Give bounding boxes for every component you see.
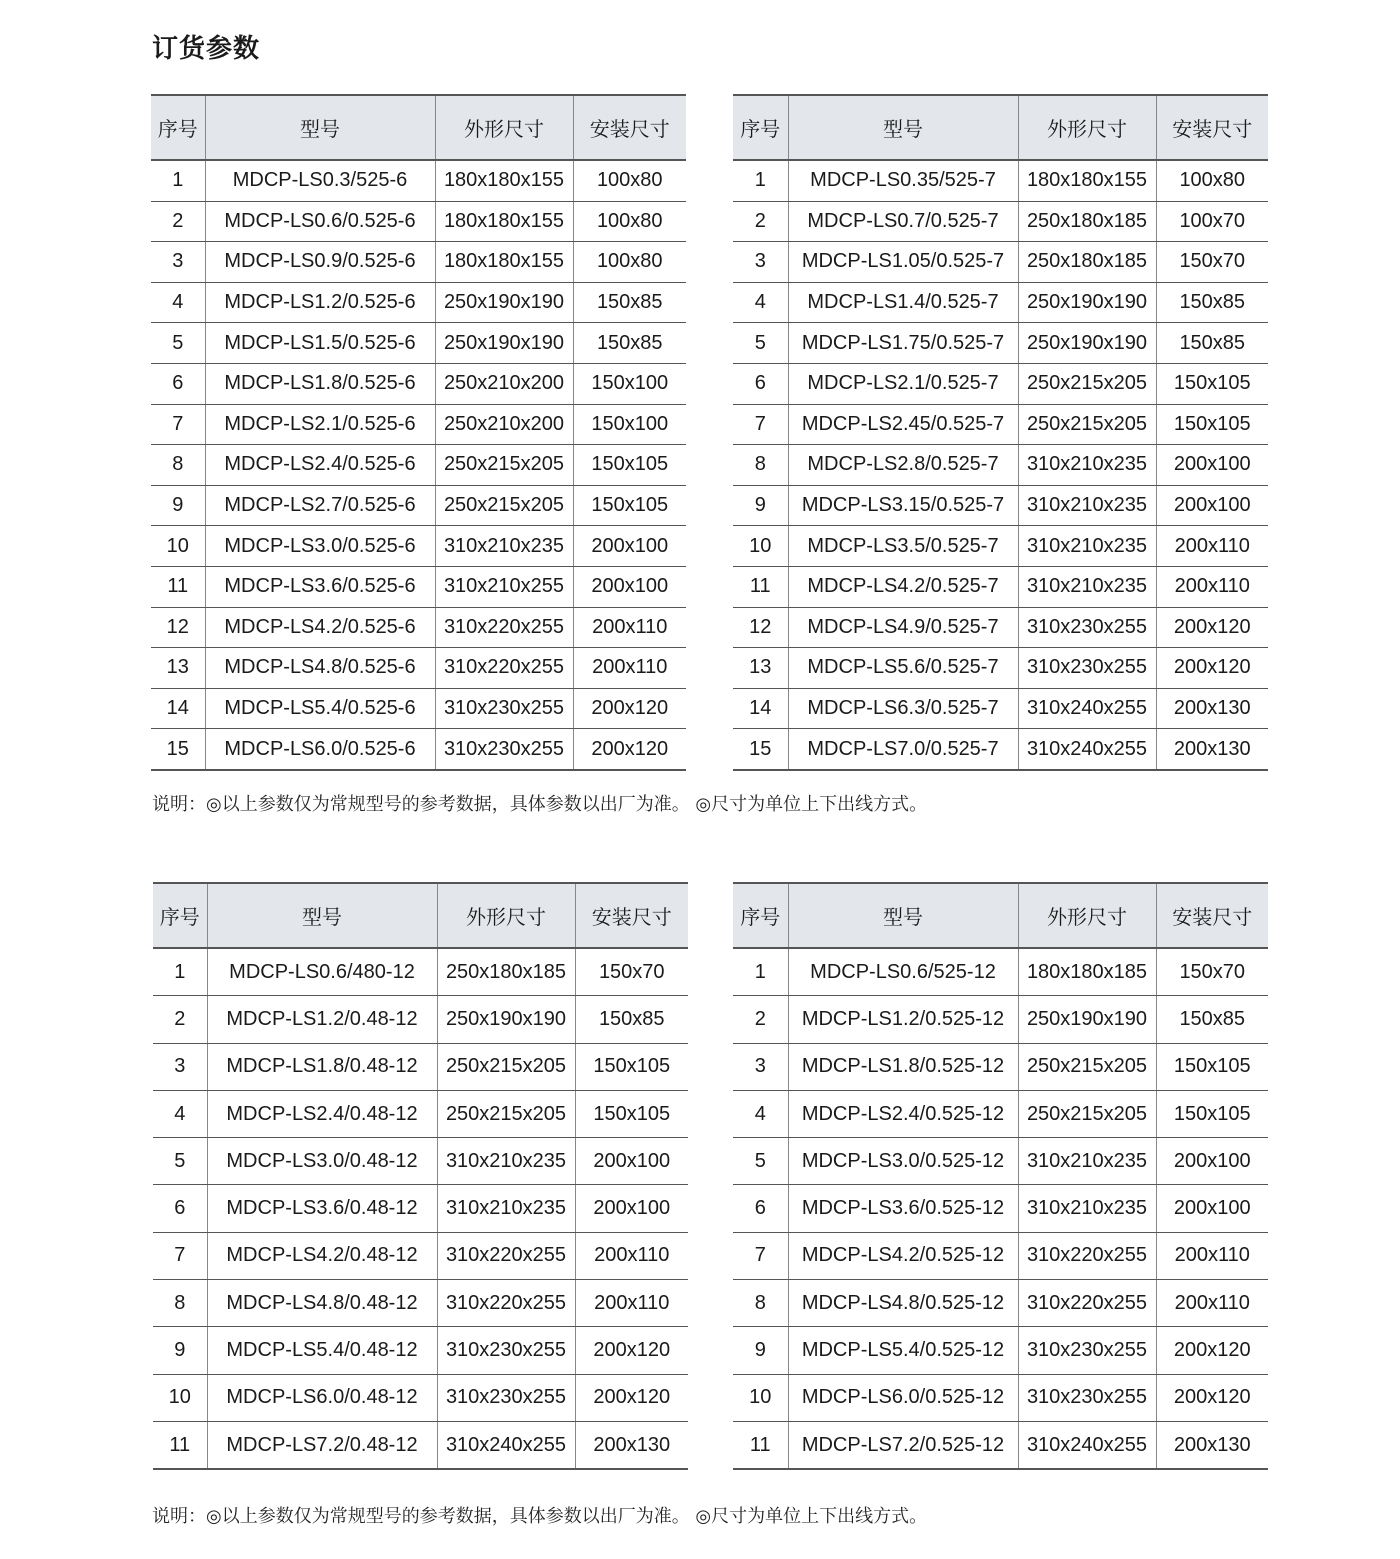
cell-model: MDCP-LS1.8/0.48-12 [207,1043,437,1090]
cell-model: MDCP-LS7.2/0.525-12 [788,1421,1018,1469]
table-row [153,948,688,996]
table-row [151,160,686,201]
cell-outer-size: 250x190x190 [1018,996,1156,1043]
cell-model: MDCP-LS1.2/0.48-12 [207,996,437,1043]
cell-install-size: 200x110 [573,648,686,689]
cell-install-size: 200x120 [573,688,686,729]
table-row [733,1090,1268,1137]
cell-model: MDCP-LS1.2/0.525-12 [788,996,1018,1043]
header-install-size: 安装尺寸 [1156,883,1268,948]
cell-no: 14 [733,688,788,729]
cell-model: MDCP-LS3.0/0.525-6 [205,526,435,567]
cell-no: 11 [733,1421,788,1469]
cell-install-size: 200x100 [575,1138,688,1185]
cell-outer-size: 310x220x255 [1018,1232,1156,1279]
cell-install-size: 100x80 [573,201,686,242]
header-row [151,95,686,160]
cell-model: MDCP-LS3.6/0.48-12 [207,1185,437,1232]
cell-no: 7 [733,404,788,445]
cell-install-size: 200x120 [575,1327,688,1374]
cell-install-size: 200x130 [1156,688,1268,729]
cell-no: 7 [733,1232,788,1279]
table-row [733,1138,1268,1185]
cell-outer-size: 180x180x155 [435,201,573,242]
cell-outer-size: 310x240x255 [1018,1421,1156,1469]
header-no: 序号 [733,883,788,948]
cell-outer-size: 250x210x200 [435,404,573,445]
cell-install-size: 200x120 [1156,648,1268,689]
cell-outer-size: 310x220x255 [437,1280,575,1327]
spec-table-4 [733,882,1268,1470]
table-row [733,1280,1268,1327]
table-row [151,323,686,364]
cell-install-size: 150x85 [1156,282,1268,323]
cell-no: 12 [733,607,788,648]
table-row [153,996,688,1043]
cell-install-size: 200x130 [1156,729,1268,770]
cell-no: 13 [151,648,205,689]
cell-model: MDCP-LS2.1/0.525-6 [205,404,435,445]
cell-no: 4 [733,1090,788,1137]
cell-model: MDCP-LS4.8/0.525-12 [788,1280,1018,1327]
cell-no: 9 [151,485,205,526]
table-row [733,485,1268,526]
cell-outer-size: 310x230x255 [437,1327,575,1374]
cell-no: 4 [151,282,205,323]
cell-install-size: 150x105 [1156,404,1268,445]
cell-install-size: 200x100 [1156,1185,1268,1232]
table-row [733,648,1268,689]
cell-model: MDCP-LS1.8/0.525-12 [788,1043,1018,1090]
table-row [153,1280,688,1327]
cell-model: MDCP-LS2.4/0.525-6 [205,445,435,486]
table-row [733,404,1268,445]
cell-outer-size: 250x215x205 [1018,404,1156,445]
cell-outer-size: 250x215x205 [435,485,573,526]
table-row [151,729,686,770]
cell-model: MDCP-LS6.0/0.48-12 [207,1374,437,1421]
cell-model: MDCP-LS1.75/0.525-7 [788,323,1018,364]
table-row [733,566,1268,607]
cell-model: MDCP-LS1.05/0.525-7 [788,242,1018,283]
cell-outer-size: 310x220x255 [437,1232,575,1279]
cell-model: MDCP-LS3.15/0.525-7 [788,485,1018,526]
cell-outer-size: 310x220x255 [435,648,573,689]
table-row [733,160,1268,201]
table-row [733,729,1268,770]
cell-outer-size: 250x215x205 [435,445,573,486]
table-row [733,1185,1268,1232]
cell-no: 1 [733,948,788,996]
cell-no: 12 [151,607,205,648]
table-row [153,1090,688,1137]
cell-no: 5 [733,323,788,364]
cell-outer-size: 180x180x155 [435,160,573,201]
cell-install-size: 200x100 [1156,1138,1268,1185]
header-install-size: 安装尺寸 [573,95,686,160]
cell-install-size: 200x130 [575,1421,688,1469]
cell-no: 2 [733,201,788,242]
cell-install-size: 150x100 [573,404,686,445]
cell-install-size: 150x85 [1156,323,1268,364]
cell-model: MDCP-LS0.7/0.525-7 [788,201,1018,242]
cell-outer-size: 250x215x205 [1018,1043,1156,1090]
table-row [733,1421,1268,1469]
table-row [151,566,686,607]
cell-model: MDCP-LS4.2/0.525-7 [788,566,1018,607]
cell-install-size: 200x110 [573,607,686,648]
cell-outer-size: 310x210x235 [1018,526,1156,567]
cell-no: 8 [733,1280,788,1327]
cell-outer-size: 180x180x185 [1018,948,1156,996]
cell-install-size: 200x120 [1156,1374,1268,1421]
cell-outer-size: 250x180x185 [1018,242,1156,283]
cell-model: MDCP-LS2.45/0.525-7 [788,404,1018,445]
cell-no: 9 [733,1327,788,1374]
header-row [733,95,1268,160]
cell-outer-size: 310x210x235 [1018,1138,1156,1185]
cell-outer-size: 310x210x235 [1018,485,1156,526]
table-row [733,282,1268,323]
cell-model: MDCP-LS5.4/0.525-12 [788,1327,1018,1374]
note-text: 说明：◎以上参数仅为常规型号的参考数据，具体参数以出厂为准。 ◎尺寸为单位上下出线方式。 [152,794,928,815]
cell-no: 1 [733,160,788,201]
header-outer-size: 外形尺寸 [437,883,575,948]
cell-install-size: 150x105 [573,445,686,486]
cell-install-size: 200x100 [573,526,686,567]
cell-outer-size: 250x215x205 [437,1090,575,1137]
cell-model: MDCP-LS0.6/0.525-6 [205,201,435,242]
cell-no: 3 [733,1043,788,1090]
table-row [733,948,1268,996]
cell-outer-size: 310x210x235 [1018,1185,1156,1232]
cell-no: 15 [151,729,205,770]
cell-no: 8 [153,1280,207,1327]
header-no: 序号 [153,883,207,948]
table-row [733,1043,1268,1090]
table-row [153,1043,688,1090]
table-row [733,526,1268,567]
table-row [733,688,1268,729]
cell-outer-size: 310x210x235 [435,526,573,567]
cell-no: 6 [151,363,205,404]
cell-install-size: 150x70 [575,948,688,996]
table-row [153,1421,688,1469]
cell-outer-size: 310x230x255 [1018,1327,1156,1374]
cell-model: MDCP-LS5.6/0.525-7 [788,648,1018,689]
table-row [151,201,686,242]
cell-no: 2 [151,201,205,242]
cell-no: 2 [153,996,207,1043]
cell-outer-size: 310x220x255 [1018,1280,1156,1327]
header-outer-size: 外形尺寸 [435,95,573,160]
cell-no: 10 [153,1374,207,1421]
cell-no: 8 [733,445,788,486]
table-row [733,201,1268,242]
cell-install-size: 100x70 [1156,201,1268,242]
cell-outer-size: 310x230x255 [435,688,573,729]
cell-no: 13 [733,648,788,689]
cell-install-size: 200x120 [1156,1327,1268,1374]
cell-model: MDCP-LS0.6/525-12 [788,948,1018,996]
cell-outer-size: 250x180x185 [437,948,575,996]
cell-model: MDCP-LS4.9/0.525-7 [788,607,1018,648]
cell-model: MDCP-LS0.35/525-7 [788,160,1018,201]
cell-install-size: 200x110 [1156,1280,1268,1327]
cell-model: MDCP-LS1.8/0.525-6 [205,363,435,404]
header-outer-size: 外形尺寸 [1018,883,1156,948]
cell-install-size: 200x110 [1156,566,1268,607]
table-row [151,526,686,567]
table-row [733,1232,1268,1279]
cell-outer-size: 310x210x235 [437,1185,575,1232]
cell-outer-size: 310x230x255 [1018,1374,1156,1421]
table-row [151,363,686,404]
cell-outer-size: 250x180x185 [1018,201,1156,242]
header-no: 序号 [151,95,205,160]
cell-install-size: 200x130 [1156,1421,1268,1469]
cell-model: MDCP-LS3.0/0.525-12 [788,1138,1018,1185]
header-outer-size: 外形尺寸 [1018,95,1156,160]
cell-install-size: 200x110 [575,1280,688,1327]
cell-no: 11 [153,1421,207,1469]
cell-install-size: 200x110 [1156,1232,1268,1279]
cell-no: 6 [733,1185,788,1232]
cell-install-size: 200x100 [1156,445,1268,486]
cell-outer-size: 180x180x155 [1018,160,1156,201]
table-row [153,1185,688,1232]
cell-no: 15 [733,729,788,770]
cell-no: 5 [151,323,205,364]
cell-install-size: 150x85 [1156,996,1268,1043]
cell-install-size: 100x80 [1156,160,1268,201]
cell-model: MDCP-LS3.5/0.525-7 [788,526,1018,567]
cell-no: 14 [151,688,205,729]
cell-outer-size: 180x180x155 [435,242,573,283]
spec-table-3 [153,882,688,1470]
cell-no: 1 [153,948,207,996]
spec-table-2 [733,94,1268,771]
cell-no: 10 [733,526,788,567]
cell-model: MDCP-LS1.5/0.525-6 [205,323,435,364]
table-body [733,948,1268,1469]
cell-install-size: 200x120 [1156,607,1268,648]
cell-no: 10 [733,1374,788,1421]
cell-no: 1 [151,160,205,201]
cell-model: MDCP-LS3.6/0.525-6 [205,566,435,607]
cell-install-size: 150x70 [1156,948,1268,996]
cell-no: 8 [151,445,205,486]
cell-outer-size: 250x215x205 [437,1043,575,1090]
cell-no: 11 [733,566,788,607]
table-body [153,948,688,1469]
cell-model: MDCP-LS0.3/525-6 [205,160,435,201]
cell-install-size: 150x105 [573,485,686,526]
cell-no: 6 [153,1185,207,1232]
table-row [733,1327,1268,1374]
cell-model: MDCP-LS0.9/0.525-6 [205,242,435,283]
cell-model: MDCP-LS6.3/0.525-7 [788,688,1018,729]
cell-no: 3 [151,242,205,283]
table-row [151,445,686,486]
cell-model: MDCP-LS5.4/0.48-12 [207,1327,437,1374]
cell-model: MDCP-LS3.6/0.525-12 [788,1185,1018,1232]
cell-outer-size: 310x240x255 [437,1421,575,1469]
header-row [153,883,688,948]
cell-model: MDCP-LS2.4/0.525-12 [788,1090,1018,1137]
cell-outer-size: 250x190x190 [437,996,575,1043]
cell-model: MDCP-LS2.1/0.525-7 [788,363,1018,404]
cell-model: MDCP-LS4.2/0.525-12 [788,1232,1018,1279]
table-row [733,363,1268,404]
table-row [153,1232,688,1279]
table-row [153,1138,688,1185]
table-row [153,1327,688,1374]
cell-model: MDCP-LS2.4/0.48-12 [207,1090,437,1137]
cell-install-size: 150x85 [573,323,686,364]
table-row [151,688,686,729]
header-model: 型号 [788,883,1018,948]
cell-outer-size: 310x240x255 [1018,729,1156,770]
note-text: 说明：◎以上参数仅为常规型号的参考数据，具体参数以出厂为准。 ◎尺寸为单位上下出线方式。 [152,1506,928,1527]
cell-no: 7 [153,1232,207,1279]
table-row [153,1374,688,1421]
cell-outer-size: 250x190x190 [435,323,573,364]
cell-no: 6 [733,363,788,404]
cell-model: MDCP-LS2.8/0.525-7 [788,445,1018,486]
header-install-size: 安装尺寸 [1156,95,1268,160]
cell-install-size: 150x70 [1156,242,1268,283]
header-model: 型号 [207,883,437,948]
cell-install-size: 200x100 [1156,485,1268,526]
table-row [151,242,686,283]
table-row [733,323,1268,364]
cell-install-size: 150x100 [573,363,686,404]
cell-outer-size: 250x190x190 [1018,323,1156,364]
cell-install-size: 200x100 [575,1185,688,1232]
cell-model: MDCP-LS4.2/0.48-12 [207,1232,437,1279]
cell-outer-size: 310x210x235 [437,1138,575,1185]
cell-model: MDCP-LS0.6/480-12 [207,948,437,996]
page-title: 订货参数 [152,34,261,64]
cell-no: 2 [733,996,788,1043]
table-row [733,445,1268,486]
cell-no: 3 [153,1043,207,1090]
cell-install-size: 150x85 [573,282,686,323]
cell-outer-size: 250x190x190 [435,282,573,323]
cell-install-size: 150x85 [575,996,688,1043]
cell-outer-size: 310x210x235 [1018,445,1156,486]
cell-outer-size: 310x220x255 [435,607,573,648]
cell-install-size: 200x110 [1156,526,1268,567]
cell-no: 9 [153,1327,207,1374]
cell-no: 11 [151,566,205,607]
cell-install-size: 200x100 [573,566,686,607]
cell-outer-size: 250x210x200 [435,363,573,404]
cell-install-size: 200x120 [575,1374,688,1421]
cell-install-size: 100x80 [573,242,686,283]
cell-outer-size: 310x210x255 [435,566,573,607]
cell-outer-size: 250x215x205 [1018,1090,1156,1137]
header-model: 型号 [788,95,1018,160]
cell-model: MDCP-LS7.0/0.525-7 [788,729,1018,770]
cell-no: 4 [733,282,788,323]
cell-model: MDCP-LS5.4/0.525-6 [205,688,435,729]
cell-model: MDCP-LS7.2/0.48-12 [207,1421,437,1469]
spec-table-1 [151,94,686,771]
cell-install-size: 150x105 [575,1090,688,1137]
table-row [733,996,1268,1043]
cell-outer-size: 310x230x255 [1018,648,1156,689]
cell-outer-size: 310x210x235 [1018,566,1156,607]
table-body [151,160,686,770]
table-row [151,485,686,526]
table-row [733,242,1268,283]
table-row [151,404,686,445]
cell-model: MDCP-LS6.0/0.525-6 [205,729,435,770]
cell-no: 5 [153,1138,207,1185]
cell-install-size: 150x105 [1156,1043,1268,1090]
header-install-size: 安装尺寸 [575,883,688,948]
cell-model: MDCP-LS1.2/0.525-6 [205,282,435,323]
table-row [733,607,1268,648]
cell-outer-size: 250x215x205 [1018,363,1156,404]
cell-no: 7 [151,404,205,445]
cell-model: MDCP-LS6.0/0.525-12 [788,1374,1018,1421]
cell-install-size: 150x105 [1156,1090,1268,1137]
cell-install-size: 150x105 [1156,363,1268,404]
cell-install-size: 200x110 [575,1232,688,1279]
cell-install-size: 100x80 [573,160,686,201]
cell-no: 10 [151,526,205,567]
cell-install-size: 200x120 [573,729,686,770]
cell-model: MDCP-LS4.2/0.525-6 [205,607,435,648]
header-row [733,883,1268,948]
cell-no: 9 [733,485,788,526]
header-model: 型号 [205,95,435,160]
cell-outer-size: 310x230x255 [1018,607,1156,648]
table-row [151,282,686,323]
cell-no: 4 [153,1090,207,1137]
cell-outer-size: 310x240x255 [1018,688,1156,729]
table-body [733,160,1268,770]
cell-outer-size: 310x230x255 [435,729,573,770]
cell-model: MDCP-LS4.8/0.525-6 [205,648,435,689]
cell-no: 3 [733,242,788,283]
cell-model: MDCP-LS1.4/0.525-7 [788,282,1018,323]
header-no: 序号 [733,95,788,160]
cell-outer-size: 250x190x190 [1018,282,1156,323]
cell-no: 5 [733,1138,788,1185]
cell-model: MDCP-LS2.7/0.525-6 [205,485,435,526]
table-row [733,1374,1268,1421]
cell-install-size: 150x105 [575,1043,688,1090]
table-row [151,648,686,689]
cell-model: MDCP-LS3.0/0.48-12 [207,1138,437,1185]
cell-model: MDCP-LS4.8/0.48-12 [207,1280,437,1327]
cell-outer-size: 310x230x255 [437,1374,575,1421]
table-row [151,607,686,648]
